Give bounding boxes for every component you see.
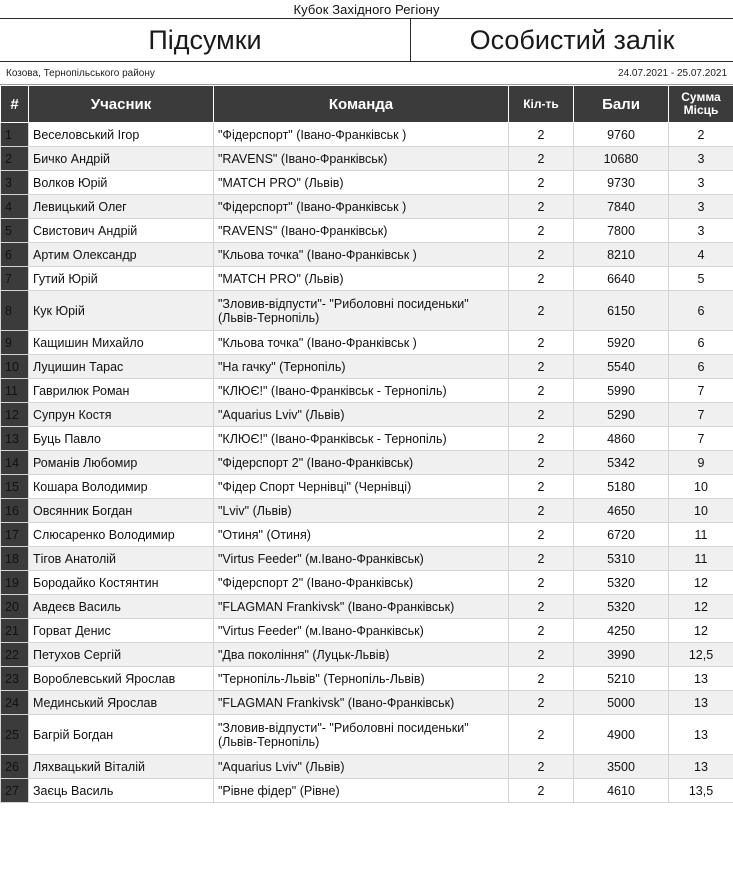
cell-points: 5342: [574, 451, 669, 475]
table-row: [1, 475, 733, 499]
cell-participant: Волков Юрій: [29, 171, 214, 195]
cell-points: 4610: [574, 779, 669, 803]
table-row: [1, 547, 733, 571]
cell-rank: 1: [1, 123, 29, 147]
cell-points: 4900: [574, 715, 669, 755]
column-header-participant: Учасник: [29, 86, 214, 123]
table-row: [1, 147, 733, 171]
cell-sum: 6: [669, 291, 733, 331]
cell-participant: Кащишин Михайло: [29, 331, 214, 355]
cell-count: 2: [509, 451, 574, 475]
cell-team: "Фідерспорт" (Івано-Франківськ ): [214, 195, 509, 219]
cell-participant: Гутий Юрій: [29, 267, 214, 291]
table-row: [1, 123, 733, 147]
table-row: [1, 243, 733, 267]
competition-title: Кубок Західного Регіону: [293, 2, 440, 17]
cell-sum: 12: [669, 619, 733, 643]
cell-team: "Тернопіль-Львів" (Тернопіль-Львів): [214, 667, 509, 691]
cell-team: "Два покоління" (Луцьк-Львів): [214, 643, 509, 667]
table-row: [1, 755, 733, 779]
cell-sum: 7: [669, 379, 733, 403]
table-row: [1, 171, 733, 195]
cell-count: 2: [509, 195, 574, 219]
cell-team: "RAVENS" (Івано-Франківськ): [214, 147, 509, 171]
cell-participant: Заєць Василь: [29, 779, 214, 803]
cell-team: "Virtus Feeder" (м.Івано-Франківськ): [214, 547, 509, 571]
subheader-row: [0, 62, 733, 84]
cell-sum: 12: [669, 595, 733, 619]
cell-rank: 26: [1, 755, 29, 779]
cell-count: 2: [509, 571, 574, 595]
cell-rank: 24: [1, 691, 29, 715]
table-row: [1, 571, 733, 595]
cell-points: 4650: [574, 499, 669, 523]
cell-count: 2: [509, 123, 574, 147]
cell-sum: 13: [669, 755, 733, 779]
cell-points: 4860: [574, 427, 669, 451]
cell-count: 2: [509, 171, 574, 195]
column-header-sum-line1: Сумма: [681, 90, 721, 104]
cell-team: "Зловив-відпусти"- "Риболовні посиденьки" (Львів-Тернопіль): [214, 715, 509, 755]
cell-points: 5990: [574, 379, 669, 403]
cell-count: 2: [509, 427, 574, 451]
cell-team: "FLAGMAN Frankivsk" (Івано-Франківськ): [214, 691, 509, 715]
results-table: [0, 85, 733, 803]
cell-participant: Горват Денис: [29, 619, 214, 643]
cell-team: "MATCH PRO" (Львів): [214, 171, 509, 195]
cell-team: "Aquarius Lviv" (Львів): [214, 755, 509, 779]
cell-count: 2: [509, 715, 574, 755]
cell-participant: Бородайко Костянтин: [29, 571, 214, 595]
table-header-row: [1, 86, 733, 123]
cell-rank: 8: [1, 291, 29, 331]
cell-count: 2: [509, 691, 574, 715]
cell-points: 5920: [574, 331, 669, 355]
table-row: [1, 195, 733, 219]
headline-individual: Особистий залік: [469, 25, 675, 55]
cell-count: 2: [509, 331, 574, 355]
table-row: [1, 451, 733, 475]
cell-points: 5540: [574, 355, 669, 379]
cell-sum: 12: [669, 571, 733, 595]
cell-rank: 15: [1, 475, 29, 499]
cell-team: "Кльова точка" (Івано-Франківськ ): [214, 331, 509, 355]
cell-rank: 18: [1, 547, 29, 571]
cell-points: 5000: [574, 691, 669, 715]
cell-team: "MATCH PRO" (Львів): [214, 267, 509, 291]
cell-rank: 17: [1, 523, 29, 547]
cell-count: 2: [509, 755, 574, 779]
cell-sum: 2: [669, 123, 733, 147]
table-row: [1, 267, 733, 291]
cell-rank: 9: [1, 331, 29, 355]
table-row: [1, 379, 733, 403]
cell-count: 2: [509, 779, 574, 803]
cell-participant: Буць Павло: [29, 427, 214, 451]
cell-count: 2: [509, 667, 574, 691]
dates-text: 24.07.2021 - 25.07.2021: [618, 67, 727, 79]
cell-count: 2: [509, 619, 574, 643]
cell-sum: 9: [669, 451, 733, 475]
cell-points: 5180: [574, 475, 669, 499]
table-row: [1, 779, 733, 803]
cell-sum: 3: [669, 147, 733, 171]
cell-points: 6720: [574, 523, 669, 547]
cell-team: "КЛЮЄ!" (Івано-Франківськ - Тернопіль): [214, 427, 509, 451]
table-row: [1, 403, 733, 427]
cell-team: "Virtus Feeder" (м.Івано-Франківськ): [214, 619, 509, 643]
cell-sum: 10: [669, 475, 733, 499]
cell-team: "Фідер Спорт Чернівці" (Чернівці): [214, 475, 509, 499]
cell-count: 2: [509, 547, 574, 571]
cell-team: "RAVENS" (Івано-Франківськ): [214, 219, 509, 243]
cell-points: 8210: [574, 243, 669, 267]
cell-team: "Lviv" (Львів): [214, 499, 509, 523]
cell-sum: 7: [669, 427, 733, 451]
table-row: [1, 643, 733, 667]
cell-sum: 12,5: [669, 643, 733, 667]
cell-sum: 4: [669, 243, 733, 267]
cell-participant: Ляхвацький Віталій: [29, 755, 214, 779]
cell-sum: 11: [669, 523, 733, 547]
cell-participant: Кук Юрій: [29, 291, 214, 331]
cell-points: 5290: [574, 403, 669, 427]
cell-rank: 2: [1, 147, 29, 171]
cell-participant: Багрій Богдан: [29, 715, 214, 755]
cell-count: 2: [509, 291, 574, 331]
cell-count: 2: [509, 403, 574, 427]
cell-rank: 14: [1, 451, 29, 475]
cell-points: 6640: [574, 267, 669, 291]
cell-sum: 3: [669, 195, 733, 219]
column-header-team: Команда: [214, 86, 509, 123]
cell-rank: 23: [1, 667, 29, 691]
cell-rank: 12: [1, 403, 29, 427]
cell-participant: Левицький Олег: [29, 195, 214, 219]
column-header-sum: [669, 86, 733, 123]
cell-sum: 6: [669, 355, 733, 379]
cell-team: "FLAGMAN Frankivsk" (Івано-Франківськ): [214, 595, 509, 619]
cell-participant: Луцишин Тарас: [29, 355, 214, 379]
cell-count: 2: [509, 147, 574, 171]
table-row: [1, 499, 733, 523]
cell-points: 5210: [574, 667, 669, 691]
cell-points: 7840: [574, 195, 669, 219]
cell-points: 6150: [574, 291, 669, 331]
cell-sum: 7: [669, 403, 733, 427]
cell-count: 2: [509, 475, 574, 499]
table-row: [1, 715, 733, 755]
table-row: [1, 667, 733, 691]
cell-team: "Фідерспорт" (Івано-Франківськ ): [214, 123, 509, 147]
cell-team: "Aquarius Lviv" (Львів): [214, 403, 509, 427]
cell-rank: 20: [1, 595, 29, 619]
cell-points: 3500: [574, 755, 669, 779]
cell-rank: 19: [1, 571, 29, 595]
cell-rank: 5: [1, 219, 29, 243]
cell-rank: 4: [1, 195, 29, 219]
column-header-points: Бали: [574, 86, 669, 123]
cell-participant: Бичко Андрій: [29, 147, 214, 171]
cell-team: "Фідерспорт 2" (Івано-Франківськ): [214, 571, 509, 595]
cell-sum: 11: [669, 547, 733, 571]
cell-points: 5310: [574, 547, 669, 571]
table-row: [1, 691, 733, 715]
cell-sum: 13,5: [669, 779, 733, 803]
cell-participant: Артим Олександр: [29, 243, 214, 267]
table-row: [1, 619, 733, 643]
cell-points: 3990: [574, 643, 669, 667]
cell-sum: 13: [669, 667, 733, 691]
cell-participant: Овсянник Богдан: [29, 499, 214, 523]
column-header-count: Кіл-ть: [509, 86, 574, 123]
cell-count: 2: [509, 355, 574, 379]
cell-sum: 3: [669, 219, 733, 243]
table-row: [1, 291, 733, 331]
cell-participant: Петухов Сергій: [29, 643, 214, 667]
cell-count: 2: [509, 267, 574, 291]
cell-points: 4250: [574, 619, 669, 643]
cell-participant: Супрун Костя: [29, 403, 214, 427]
cell-sum: 6: [669, 331, 733, 355]
column-header-rank: #: [1, 86, 29, 123]
cell-participant: Кошара Володимир: [29, 475, 214, 499]
cell-participant: Тігов Анатолій: [29, 547, 214, 571]
cell-rank: 3: [1, 171, 29, 195]
cell-participant: Свистович Андрій: [29, 219, 214, 243]
headline-row: [0, 19, 733, 61]
headline-summary: Підсумки: [148, 25, 262, 55]
cell-team: "Зловив-відпусти"- "Риболовні посиденьки" (Львів-Тернопіль): [214, 291, 509, 331]
cell-team: "Отиня" (Отиня): [214, 523, 509, 547]
results-table-body: [1, 123, 733, 803]
cell-rank: 11: [1, 379, 29, 403]
cell-count: 2: [509, 499, 574, 523]
cell-participant: Веселовський Ігор: [29, 123, 214, 147]
cell-rank: 25: [1, 715, 29, 755]
cell-team: "Фідерспорт 2" (Івано-Франківськ): [214, 451, 509, 475]
cell-sum: 3: [669, 171, 733, 195]
cell-points: 5320: [574, 571, 669, 595]
cell-sum: 10: [669, 499, 733, 523]
cell-team: "На гачку" (Тернопіль): [214, 355, 509, 379]
cell-team: "Кльова точка" (Івано-Франківськ ): [214, 243, 509, 267]
cell-participant: Вороблевський Ярослав: [29, 667, 214, 691]
cell-participant: Гаврилюк Роман: [29, 379, 214, 403]
cell-points: 10680: [574, 147, 669, 171]
table-row: [1, 523, 733, 547]
cell-count: 2: [509, 219, 574, 243]
cell-count: 2: [509, 523, 574, 547]
cell-count: 2: [509, 379, 574, 403]
cell-team: "Рівне фідер" (Рівне): [214, 779, 509, 803]
table-row: [1, 355, 733, 379]
cell-participant: Слюсаренко Володимир: [29, 523, 214, 547]
cell-sum: 13: [669, 715, 733, 755]
cell-sum: 5: [669, 267, 733, 291]
cell-participant: Мединський Ярослав: [29, 691, 214, 715]
table-row: [1, 219, 733, 243]
cell-rank: 13: [1, 427, 29, 451]
cell-sum: 13: [669, 691, 733, 715]
cell-count: 2: [509, 243, 574, 267]
cell-rank: 16: [1, 499, 29, 523]
cell-rank: 10: [1, 355, 29, 379]
table-row: [1, 331, 733, 355]
table-row: [1, 595, 733, 619]
cell-rank: 21: [1, 619, 29, 643]
cell-count: 2: [509, 595, 574, 619]
cell-points: 9760: [574, 123, 669, 147]
cell-points: 5320: [574, 595, 669, 619]
cell-rank: 27: [1, 779, 29, 803]
cell-team: "КЛЮЄ!" (Івано-Франківськ - Тернопіль): [214, 379, 509, 403]
cell-points: 7800: [574, 219, 669, 243]
cell-rank: 7: [1, 267, 29, 291]
cell-points: 9730: [574, 171, 669, 195]
location-text: Козова, Тернопільського району: [6, 67, 155, 79]
cell-rank: 22: [1, 643, 29, 667]
cell-rank: 6: [1, 243, 29, 267]
cell-participant: Романів Любомир: [29, 451, 214, 475]
column-header-sum-line2: Місць: [683, 103, 719, 117]
cell-participant: Авдеєв Василь: [29, 595, 214, 619]
table-row: [1, 427, 733, 451]
cell-count: 2: [509, 643, 574, 667]
